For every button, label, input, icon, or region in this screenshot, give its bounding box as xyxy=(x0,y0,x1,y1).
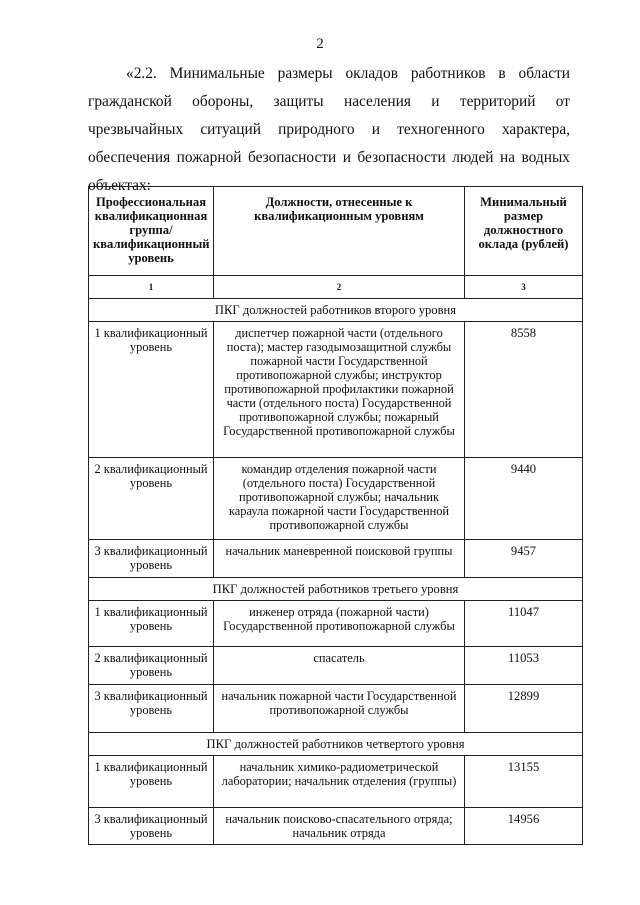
column-number: 1 xyxy=(89,276,214,299)
positions-cell: начальник маневренной поисковой группы xyxy=(214,540,465,578)
group-title-row xyxy=(89,299,583,322)
table-row xyxy=(89,808,583,845)
salary-cell: 11047 xyxy=(465,601,583,647)
group-title: ПКГ должностей работников четвертого уровня xyxy=(89,733,583,756)
table-row xyxy=(89,647,583,685)
column-number: 2 xyxy=(214,276,465,299)
qualification-level-cell: 1 квалификационный уровень xyxy=(89,756,214,808)
header-min-salary: Минимальный размер должностного оклада (рублей) xyxy=(465,187,583,276)
table-row xyxy=(89,322,583,458)
table-row xyxy=(89,756,583,808)
positions-cell: начальник поисково-спасательного отряда; начальник отряда xyxy=(214,808,465,845)
positions-cell: диспетчер пожарной части (отдельного поста); мастер газодымозащитной службы пожарной части Государственной противопожарной службы; инструктор противопожарной профилактики пожарной части (отдельного поста) Государственной противопожарной службы; пожарный Государственной противопожарной службы xyxy=(214,322,465,458)
table-row xyxy=(89,540,583,578)
qualification-level-cell: 2 квалификационный уровень xyxy=(89,458,214,540)
salary-cell: 9440 xyxy=(465,458,583,540)
group-title-row xyxy=(89,733,583,756)
positions-cell: командир отделения пожарной части (отдельного поста) Государственной противопожарной службы; начальник караула пожарной части Государственной противопожарной службы xyxy=(214,458,465,540)
salary-cell: 9457 xyxy=(465,540,583,578)
table-body xyxy=(89,276,583,845)
group-title: ПКГ должностей работников третьего уровня xyxy=(89,578,583,601)
positions-cell: начальник пожарной части Государственной противопожарной службы xyxy=(214,685,465,733)
salary-table xyxy=(88,186,583,845)
qualification-level-cell: 2 квалификационный уровень xyxy=(89,647,214,685)
header-positions: Должности, отнесенные к квалификационным уровням xyxy=(214,187,465,276)
qualification-level-cell: 3 квалификационный уровень xyxy=(89,685,214,733)
salary-cell: 8558 xyxy=(465,322,583,458)
column-number-row xyxy=(89,276,583,299)
table-row xyxy=(89,601,583,647)
table-row xyxy=(89,458,583,540)
qualification-level-cell: 3 квалификационный уровень xyxy=(89,540,214,578)
column-number: 3 xyxy=(465,276,583,299)
positions-cell: инженер отряда (пожарной части) Государственной противопожарной службы xyxy=(214,601,465,647)
salary-cell: 14956 xyxy=(465,808,583,845)
qualification-level-cell: 1 квалификационный уровень xyxy=(89,322,214,458)
page-number: 2 xyxy=(316,36,324,52)
qualification-level-cell: 3 квалификационный уровень xyxy=(89,808,214,845)
header-group-level: Профессиональная квалификационная группа/ квалификационный уровень xyxy=(89,187,214,276)
salary-cell: 11053 xyxy=(465,647,583,685)
table-header xyxy=(89,187,583,276)
salary-cell: 13155 xyxy=(465,756,583,808)
qualification-level-cell: 1 квалификационный уровень xyxy=(89,601,214,647)
table-row xyxy=(89,685,583,733)
group-title-row xyxy=(89,578,583,601)
salary-cell: 12899 xyxy=(465,685,583,733)
positions-cell: спасатель xyxy=(214,647,465,685)
intro-paragraph: «2.2. Минимальные размеры окладов работников в области гражданской обороны, защиты населения и территорий от чрезвычайных ситуаций природного и техногенного характера, обеспечения пожарной безопасности и безопасности людей на водных объектах: xyxy=(88,65,570,194)
positions-cell: начальник химико-радиометрической лаборатории; начальник отделения (группы) xyxy=(214,756,465,808)
group-title: ПКГ должностей работников второго уровня xyxy=(89,299,583,322)
